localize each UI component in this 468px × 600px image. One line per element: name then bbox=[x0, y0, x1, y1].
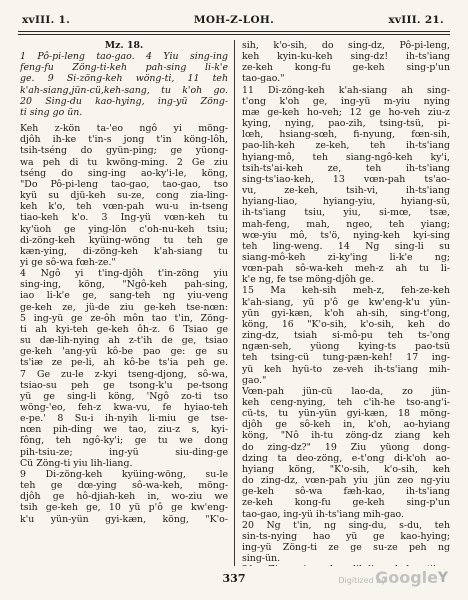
text-line: siang-mô-keh zi-ky'ing li-k'e ng; bbox=[242, 251, 450, 263]
text-line: nœn pih-ding we tao, ziu-z s, kyi- bbox=[20, 424, 228, 436]
text-line: teh ling-weng. 14 Ng sing-li su bbox=[242, 240, 450, 252]
watermark-mark: Y bbox=[437, 570, 448, 586]
text-line: kying, nying, pao-zih, tsing-tsü, pi- bbox=[242, 118, 450, 130]
text-line: ti ah kyi-teh ge-keh ôh-z. 6 Tsiao ge bbox=[20, 323, 228, 335]
text-line: tsih-tséng do gyün-ping; ge yüong- bbox=[20, 145, 228, 157]
text-line: ts'iæ ze pe-li, ah kô-be ts'ia peh ge. bbox=[20, 357, 228, 369]
text-line: keh ceng-nying, teh c'ih-he tso-ang'i- bbox=[242, 397, 450, 408]
text-line: ngæn-seh, yüong kying-ts pao-tsü bbox=[242, 341, 450, 353]
text-line: di-zöng-keh kyüing-wöng tu teh ge bbox=[20, 234, 228, 246]
text-line: tao-gao, ing-yü ih-ts'iang mih-gao. bbox=[242, 508, 404, 520]
text-line: do zing-dz?" 19 Ziu yüong dong- bbox=[242, 441, 450, 453]
text-line: teh tsing-cü tung-pæn-keh! 17 ing- bbox=[242, 352, 450, 364]
text-line: vu, ze-keh, tsih-vi, ih-ts'iang bbox=[242, 185, 450, 197]
text-line: yü keh hyü-to ze-veh ih-ts'iang mih- bbox=[242, 363, 450, 375]
text-line: sing-ün. bbox=[242, 553, 281, 565]
text-line: ge-keh 'ang-yü kô-be pao ge: ge su bbox=[20, 346, 228, 358]
header-right-reference: xvIII. 21. bbox=[388, 14, 444, 26]
text-line: köng, 16 "K'o-sih, k'o-sih, keh do bbox=[242, 318, 450, 330]
text-line: vœn-pah sô-wa-keh meh-z ah tu li- bbox=[242, 263, 450, 275]
running-head bbox=[18, 14, 450, 30]
text-line: wa peh di tu kwöng-ming. 2 Ge ziu bbox=[20, 156, 228, 168]
watermark-prefix: Digitized by bbox=[338, 576, 386, 585]
watermark-logo: Google bbox=[375, 568, 438, 587]
text-line: wöng-'eo, feh-z kwa-vu, fe hyiao-teh bbox=[20, 402, 228, 413]
text-line: k'e ng, fe tse möng-djôh ge. bbox=[242, 274, 374, 286]
text-line: djôh ih-ke t'in-s jong t'in köng-lôh, bbox=[20, 134, 228, 146]
text-line: Cü Zöng-ti yiu lih-liang. bbox=[20, 457, 133, 469]
text-line: tiao-keh k'o. 3 Ing-yü vœn-keh tu bbox=[20, 212, 228, 224]
text-line: k'u yün-yün gyi-kæn, köng, "K'o- bbox=[20, 513, 228, 525]
left-column bbox=[20, 40, 228, 566]
text-line: 20 Ng t'in, ng sing-du, s-du, teh bbox=[242, 519, 450, 531]
text-line: teh ge dœ-ying sô-wa-keh, möng- bbox=[20, 480, 228, 492]
text-line: yi ge sô-wa fœh-ze." bbox=[20, 256, 116, 268]
column-divider bbox=[234, 40, 235, 566]
text-line: sing-ts'iao-keh, 13 vœn-pah ts'ao- bbox=[242, 173, 450, 185]
text-line: tsih-ts'ai-keh ze, teh ih-ts'iang bbox=[242, 162, 450, 174]
text-line: feng-fu Zöng-ti-keh pah-sing li-k'e bbox=[20, 62, 228, 74]
text-line: 20 Sing-du kao-hying, ing-yü Zöng- bbox=[20, 95, 228, 107]
text-line: djôh ge hô-djiah-keh in, wo-ziu we bbox=[20, 491, 228, 503]
text-line: ih-ts'iang tsiu, yiu, si-mœ, tsæ, bbox=[242, 207, 450, 219]
text-line: keh k'o, teh vœn-pah wu-u in-tseng bbox=[20, 201, 228, 213]
header-book-title: MOH-Z-LOH. bbox=[193, 14, 275, 26]
text-line: kyü su djü-keh su-ze, cong zia-ling- bbox=[20, 190, 228, 202]
text-line: hyiang köng, "K'o-sih, k'o-sih, keh bbox=[242, 463, 450, 475]
text-line: mæ ge-keh ho-veh; 12 ge ho-veh ziu-z bbox=[242, 106, 450, 118]
text-line: yün gyi-kæn, k'oh ah-sih, sing-t'ong, bbox=[242, 307, 450, 319]
text-line: k'ah-siang, yü p'ô ge kw'eng-k'u yün- bbox=[242, 296, 450, 308]
text-line: kæn-ying, di-zöng-keh k'ah-siang tu bbox=[20, 245, 228, 257]
page-number: 337 bbox=[222, 572, 246, 585]
text-line: tsiao-su peh ge tsong-k'u pe-tsong bbox=[20, 379, 228, 391]
text-line: 15 Ma keh-sih meh-z, feh-ze-keh bbox=[242, 285, 450, 297]
text-line: Mz. 18. bbox=[104, 40, 144, 51]
text-line: mah-feng, mah, ngeo, teh yiang; bbox=[242, 218, 450, 230]
text-line: 4 Ngô yi t'ing-djôh t'in-zöng yiu bbox=[20, 268, 228, 280]
text-line: 11 Di-zöng-keh k'ah-siang ah sing- bbox=[242, 84, 450, 96]
right-column bbox=[242, 40, 450, 566]
text-line: ky'üoh ge ying-lön c'oh-nu-keh tsiu; bbox=[20, 223, 228, 235]
text-line: ge. 9 Si-zöng-keh wöng-ti, 11 teh bbox=[20, 73, 228, 85]
text-line: ze-keh kong-fu ge-keh sing-p'un bbox=[242, 497, 450, 509]
text-line: iao li-k'e ge, sang-teh ng yiu-veng bbox=[20, 290, 228, 302]
text-line: ing-yü Zöng-ti ze ge su-ze peh ng bbox=[242, 542, 450, 554]
text-line: hyiang-liao, hyiang-yiu, hyiang-sü, bbox=[242, 196, 450, 208]
text-line: t'ong k'oh ge, ing-yü m-yiu nying bbox=[242, 95, 450, 107]
text-line: tsih ge-keh ge, 10 yü p'ô ge kw'eng- bbox=[20, 502, 228, 514]
header-rule bbox=[18, 31, 450, 35]
text-line: pao-lih-keh ze-keh, teh ih-ts'iang bbox=[242, 140, 450, 152]
text-line: tao-gao." bbox=[242, 73, 285, 85]
text-line: zing-dz, tsiah si-mô-pu teh ts-'ong bbox=[242, 330, 450, 342]
text-line: ti sing go ün. bbox=[20, 106, 83, 118]
text-line bbox=[242, 564, 450, 566]
text-line: e-pe.' 8 Su-i ih-nyih li-miu ge tse- bbox=[20, 413, 228, 425]
text-line: hyiang-mô, teh siang-ngô-keh ky'i, bbox=[242, 151, 450, 163]
text-line: wœ-yiu mô, ts'ö, nying-keh kyi-sing bbox=[242, 229, 450, 241]
text-line: 9 Di-zöng-keh kyüing-wöng, su-le bbox=[20, 468, 228, 480]
text-line: yü ge sing-li köng, 'Ngô zo-ti tso bbox=[20, 390, 228, 402]
text-line: 5 ing-yü ge ze-ôh môn tao t'in, Zöng- bbox=[20, 312, 228, 324]
text-line: dzing ta deo-zöng, e-t'ong di-k'oh ao- bbox=[242, 452, 450, 464]
text-line: 1 Pô-pi-leng tao-gao. 4 Yiu sing-ing bbox=[20, 51, 228, 63]
text-line: Vœn-pah jün-cü lao-da, zo jün- bbox=[242, 385, 450, 397]
text-line: tséng do sing-ing ao-ky'i-le, köng, bbox=[20, 167, 228, 179]
text-line: lœh, hsiang-sœh, fi-nyung, fœn-sih, bbox=[242, 129, 450, 141]
header-left-reference: xvIII. 1. bbox=[22, 14, 71, 26]
text-line: köng, "Nô ih-tu zöng-dz ziang keh bbox=[242, 430, 450, 442]
text-line: ze-keh kong-fu ge-keh sing-p'un bbox=[242, 62, 450, 74]
text-line: sih, k'o-sih, do sing-dz, Pô-pi-leng, bbox=[242, 40, 450, 51]
text-line: gao." bbox=[242, 374, 267, 386]
text-columns bbox=[20, 40, 452, 566]
text-line: pih-tsiu-ze; ing-yü siu-ding-ge bbox=[20, 446, 228, 458]
text-line: cü-ts, tu yün-yün gyi-kæn, 18 möng- bbox=[242, 408, 450, 420]
text-line: sing-ing, köng, "Ngô-keh pah-sing, bbox=[20, 279, 228, 291]
text-line: Keh z-kön ta-'eo ngô yi möng- bbox=[20, 123, 228, 135]
text-line: ge-keh sô-wa fæh-kao, ih-ts'iang bbox=[242, 486, 450, 498]
text-line: k'ah-siang,jün-cü,keh-sang, tu k'oh go. bbox=[20, 84, 228, 96]
text-line: djôh ge sô-keh in, k'oh, ao-hyiang bbox=[242, 419, 450, 431]
text-line: keh kyin-ku-keh sing-dz! ih-ts'iang bbox=[242, 51, 450, 63]
text-line: su dæ-lih-nying ah z-t'ih de ge, tsiao bbox=[20, 335, 228, 347]
text-line: fông, teh ngô-ky'i; ge tu we dong bbox=[20, 435, 228, 447]
text-line: "Do Pô-pi-leng tao-gao, tao-gao, tso bbox=[20, 178, 228, 190]
text-line: ge-keh ze, jü-de ziu ge-keh tse-nœn: bbox=[20, 301, 228, 313]
text-line: do zing-dz, vœn-pah yiu jün zeo ng-yiu bbox=[242, 475, 450, 487]
text-line: sin-ts-nying hao yü ge kao-hying; bbox=[242, 530, 450, 542]
text-line: 7 Ge zu-le z-kyi tseng-djong, sô-wa, bbox=[20, 368, 228, 380]
